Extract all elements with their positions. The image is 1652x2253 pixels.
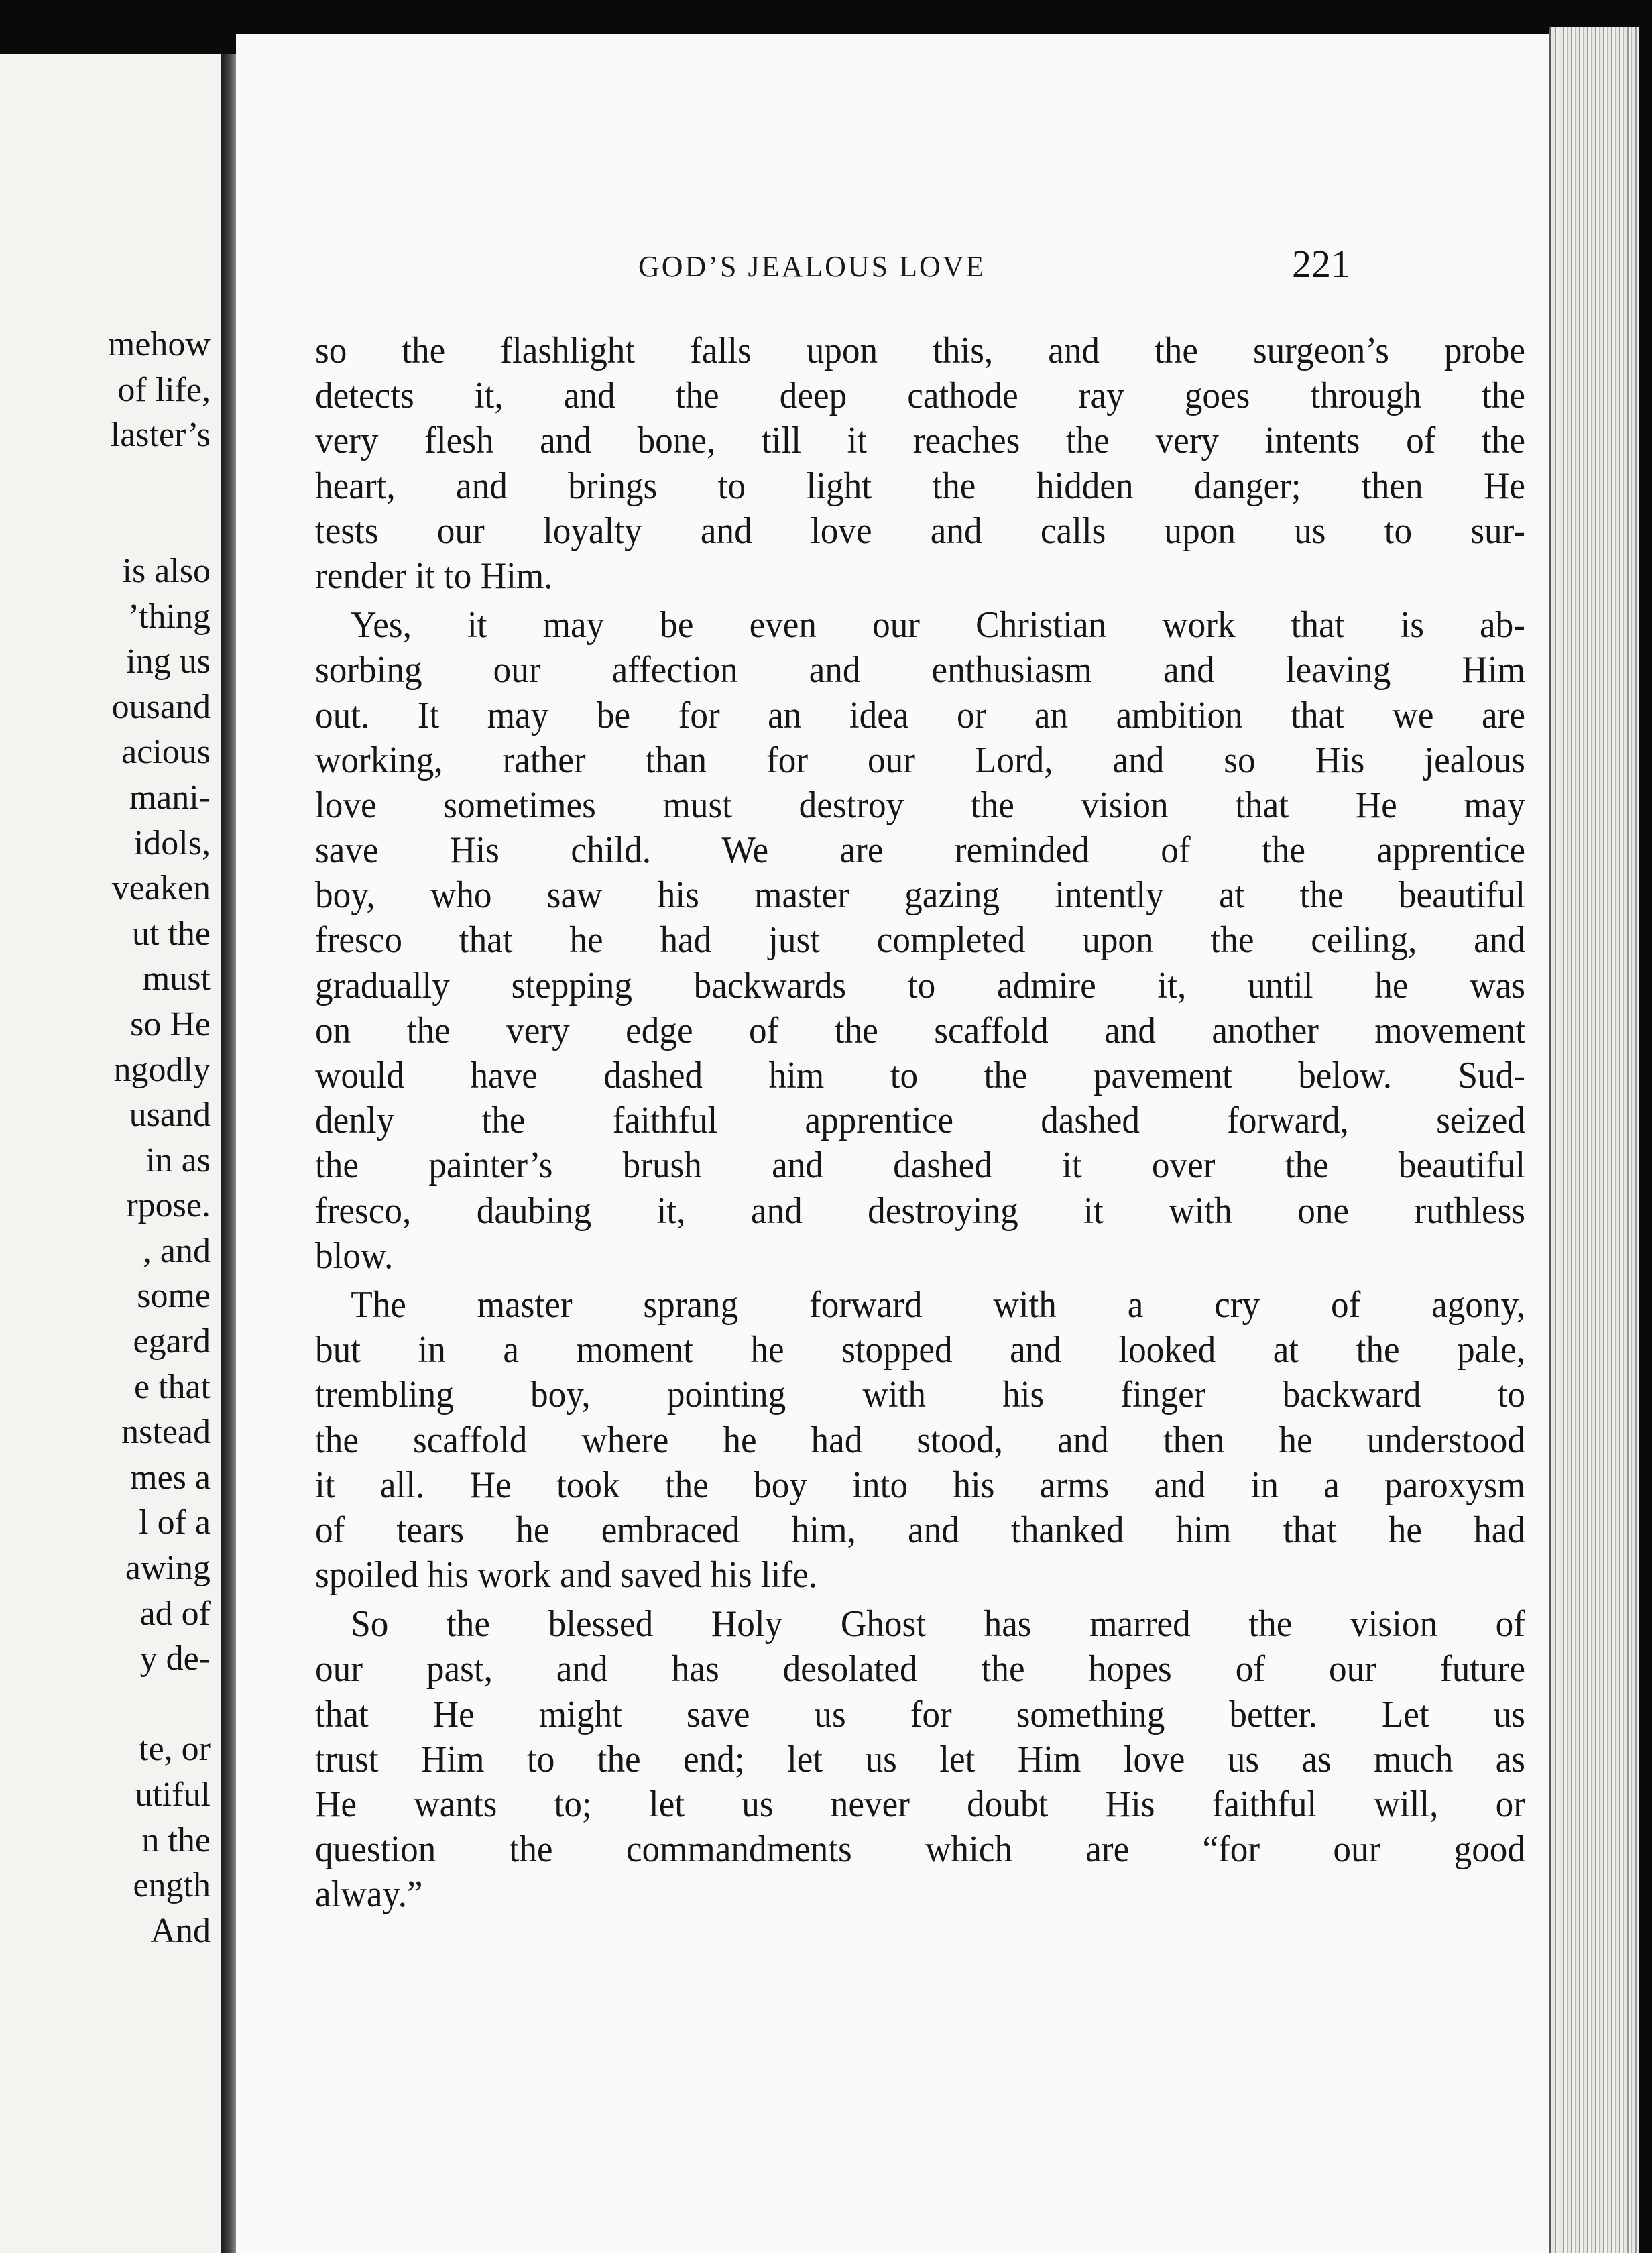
text-line: that He might save us for something better. Let us (315, 1693, 1525, 1735)
left-page-line: usand (129, 1096, 211, 1135)
paragraph (315, 1602, 1525, 1917)
text-line: the painter’s brush and dashed it over the beautiful (315, 1145, 1525, 1187)
book-fore-edge (1549, 27, 1639, 2253)
text-line: working, rather than for our Lord, and so His jealous (315, 739, 1525, 781)
left-facing-page (0, 54, 227, 2253)
left-page-line: nstead (121, 1413, 211, 1452)
left-page-line: veaken (111, 869, 211, 908)
text-line: Yes, it may be even our Christian work that is ab- (351, 604, 1526, 646)
book-gutter (221, 54, 236, 2253)
text-line: The master sprang forward with a cry of agony, (351, 1283, 1526, 1326)
text-line: question the commandments which are “for our good (315, 1829, 1525, 1871)
text-line: render it to Him. (315, 555, 553, 597)
text-line: spoiled his work and saved his life. (315, 1554, 818, 1597)
text-line: tests our loyalty and love and calls upon us to sur- (315, 510, 1525, 552)
text-line: trembling boy, pointing with his finger backward to (315, 1374, 1525, 1416)
left-page-line: must (142, 960, 211, 998)
left-page-line: mehow (107, 325, 211, 363)
left-page-line (108, 1682, 211, 1727)
page-number: 221 (1292, 242, 1350, 286)
left-page-line: ousand (111, 687, 211, 726)
left-page-line: utiful (135, 1776, 211, 1814)
left-page-line: awing (125, 1549, 211, 1588)
left-page-line: so He (130, 1004, 211, 1043)
text-line: sorbing our affection and enthusiasm and leaving Him (315, 649, 1525, 691)
paragraph (315, 329, 1525, 599)
text-line: of tears he embraced him, and thanked him that he had (315, 1509, 1525, 1551)
left-page-line: n the (141, 1821, 211, 1859)
left-page-line: acious (121, 733, 211, 772)
left-page-line: some (137, 1277, 211, 1316)
left-page-line: ’thing (127, 597, 211, 636)
left-page-line: y de- (139, 1639, 211, 1678)
text-line: gradually stepping backwards to admire it, until he was (315, 964, 1525, 1006)
left-page-line: idols, (133, 823, 211, 862)
left-page-line: rpose. (126, 1186, 211, 1225)
paragraph (315, 1283, 1525, 1598)
left-page-line (108, 458, 211, 504)
left-page-line: ength (133, 1866, 211, 1905)
text-line: denly the faithful apprentice dashed forward, seized (315, 1100, 1525, 1142)
left-page-line: laster’s (110, 416, 211, 455)
text-line: fresco that he had just completed upon the ceiling, and (315, 919, 1525, 962)
left-page-line: ad of (139, 1594, 211, 1633)
left-page-text (108, 322, 211, 1953)
page-header (236, 235, 1564, 295)
text-line: alway.” (315, 1873, 423, 1916)
text-line: love sometimes must destroy the vision that He may (315, 784, 1525, 826)
text-line: fresco, daubing it, and destroying it with one ruthless (315, 1190, 1525, 1232)
left-page-line: te, or (139, 1730, 211, 1769)
left-page-line: of life, (117, 370, 211, 409)
text-line: He wants to; let us never doubt His faithful will, or (315, 1784, 1525, 1825)
text-line: save His child. We are reminded of the apprentice (315, 829, 1525, 872)
paragraph (315, 603, 1525, 1279)
left-page-line: ngodly (113, 1050, 211, 1089)
text-line: boy, who saw his master gazing intently at the beautiful (315, 874, 1525, 917)
text-line: so the flashlight falls upon this, and the surgeon’s probe (315, 330, 1525, 371)
text-line: on the very edge of the scaffold and another movement (315, 1009, 1525, 1051)
left-page-line: ut the (132, 914, 211, 953)
text-line: very flesh and bone, till it reaches the very intents of the (315, 420, 1525, 462)
text-line: it all. He took the boy into his arms and in a paroxysm (315, 1464, 1525, 1506)
text-line: but in a moment he stopped and looked at the pale, (315, 1329, 1525, 1371)
body-text (315, 329, 1525, 1918)
left-page-line: And (150, 1911, 211, 1950)
left-page-line: l of a (139, 1503, 211, 1542)
text-line: So the blessed Holy Ghost has marred the vision of (351, 1603, 1526, 1645)
running-head: GOD’S JEALOUS LOVE (638, 250, 986, 283)
text-line: the scaffold where he had stood, and then he understood (315, 1419, 1525, 1461)
text-line: our past, and has desolated the hopes of our future (315, 1648, 1525, 1690)
text-line: blow. (315, 1234, 394, 1277)
text-line: detects it, and the deep cathode ray goes through the (315, 375, 1525, 417)
left-page-line: in as (145, 1141, 211, 1179)
text-line: heart, and brings to light the hidden danger; then He (315, 465, 1525, 507)
left-page-line: egard (133, 1322, 211, 1361)
left-page-line: is also (122, 551, 211, 590)
left-page-line: mes a (130, 1458, 211, 1497)
left-page-line (108, 503, 211, 548)
left-page-line: e that (133, 1367, 211, 1406)
text-line: trust Him to the end; let us let Him love us as much as (315, 1738, 1525, 1780)
text-line: out. It may be for an idea or an ambition that we are (315, 694, 1525, 736)
right-page (236, 34, 1564, 2253)
text-line: would have dashed him to the pavement below. Sud- (315, 1055, 1525, 1096)
left-page-line: , and (142, 1231, 211, 1270)
left-page-line: mani- (129, 778, 211, 817)
left-page-line: ing us (126, 642, 211, 681)
